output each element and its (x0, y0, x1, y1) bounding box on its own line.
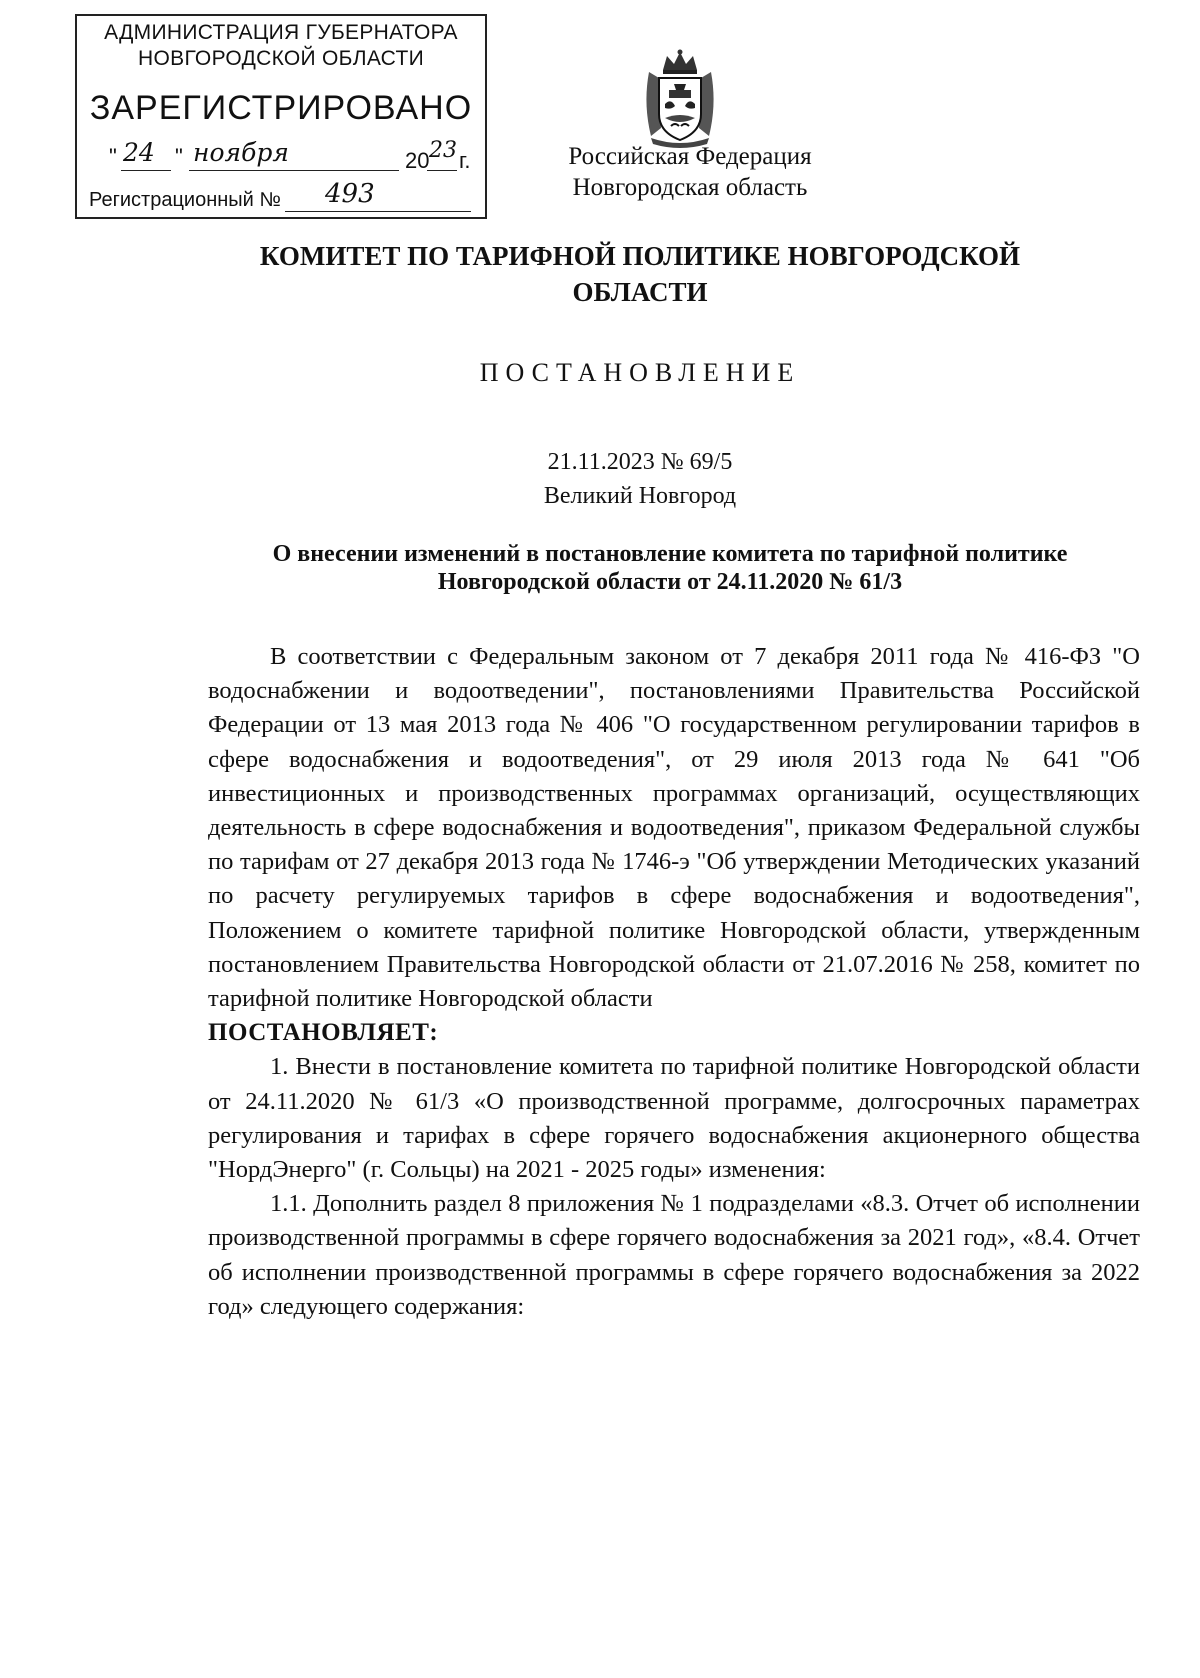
stamp-year-suffix: г. (459, 148, 471, 173)
document-date-number: 21.11.2023 № 69/5 (547, 449, 733, 475)
stamp-org-line1: АДМИНИСТРАЦИЯ ГУБЕРНАТОРА (104, 21, 458, 44)
document-type: ПОСТАНОВЛЕНИЕ (479, 358, 801, 387)
country-name: Российская Федерация (568, 143, 812, 170)
region-name: Новгородская область (572, 174, 808, 201)
stamp-quote-open: " (109, 144, 117, 169)
ruling-heading: ПОСТАНОВЛЯЕТ: (208, 1019, 439, 1047)
subject-line1: О внесении изменений в постановление комитета по тарифной политике (272, 541, 1068, 567)
stamp-reg-row (89, 179, 479, 215)
stamp-day-line (121, 170, 171, 171)
document-subject (200, 540, 1140, 596)
committee-title (200, 238, 1080, 310)
stamp-reg-number: 493 (325, 179, 375, 209)
preamble-paragraph: В соответствии с Федеральным законом от 7 декабря 2011 года № 416-ФЗ "О водоснабжении и водоотведении", постановлениями Правительства Российской Федерации от 13 мая 2013 года № 406 "О государственном регулировании тарифов в сфере водоснабжения и водоотведения", от 29 июля 2013 года № 641 "Об инвестиционных и производственных программах организаций, осуществляющих деятельность в сфере водоснабжения и водоотведения", приказом Федеральной службы по тарифам от 27 декабря 2013 года № 1746-э "Об утверждении Методических указаний по расчету регулируемых тарифов в сфере водоснабжения и водоотведения", Положением о комитете тарифной политике Новгородской области, утвержденным постановлением Правительства Новгородской области от 21.07.2016 № 258, комитет по тарифной политике Новгородской области (208, 643, 1140, 1013)
stamp-registered: ЗАРЕГИСТРИРОВАНО (89, 89, 473, 127)
item-1-1-paragraph: 1.1. Дополнить раздел 8 приложения № 1 подразделами «8.3. Отчет об исполнении производственной программы в сфере горячего водоснабжения за 2021 год», «8.4. Отчет об исполнении производственной программы в сфере горячего водоснабжения за 2022 год» следующего содержания: (208, 1190, 1140, 1320)
document-body (208, 640, 1140, 1324)
committee-title-line2: ОБЛАСТИ (572, 277, 708, 307)
stamp-month-line (189, 170, 399, 171)
stamp-year-prefix: 20 (405, 148, 430, 173)
item-1-paragraph: 1. Внести в постановление комитета по тарифной политике Новгородской области от 24.11.2020 № 61/3 «О производственной программе, долгосрочных параметрах регулирования и тарифах в сфере горячего водоснабжения акционерного общества "НордЭнерго" (г. Сольцы) на 2021 - 2025 годы» изменения: (208, 1053, 1140, 1184)
novgorod-coat-of-arms-icon (641, 48, 719, 148)
stamp-reg-line (285, 211, 471, 212)
document-city: Великий Новгород (543, 483, 737, 509)
stamp-date-row (109, 138, 481, 178)
stamp-org-line2: НОВГОРОДСКОЙ ОБЛАСТИ (138, 47, 424, 70)
committee-title-line1: КОМИТЕТ ПО ТАРИФНОЙ ПОЛИТИКЕ НОВГОРОДСКОЙ (259, 241, 1021, 271)
registration-stamp (75, 14, 487, 219)
stamp-reg-label: Регистрационный № (89, 189, 281, 211)
stamp-day: 24 (123, 138, 155, 167)
stamp-quote-close: " (175, 144, 183, 169)
stamp-year-line (427, 170, 457, 171)
stamp-month: ноября (193, 138, 289, 167)
stamp-year: 23 (429, 138, 457, 163)
subject-line2: Новгородской области от 24.11.2020 № 61/3 (437, 569, 903, 595)
